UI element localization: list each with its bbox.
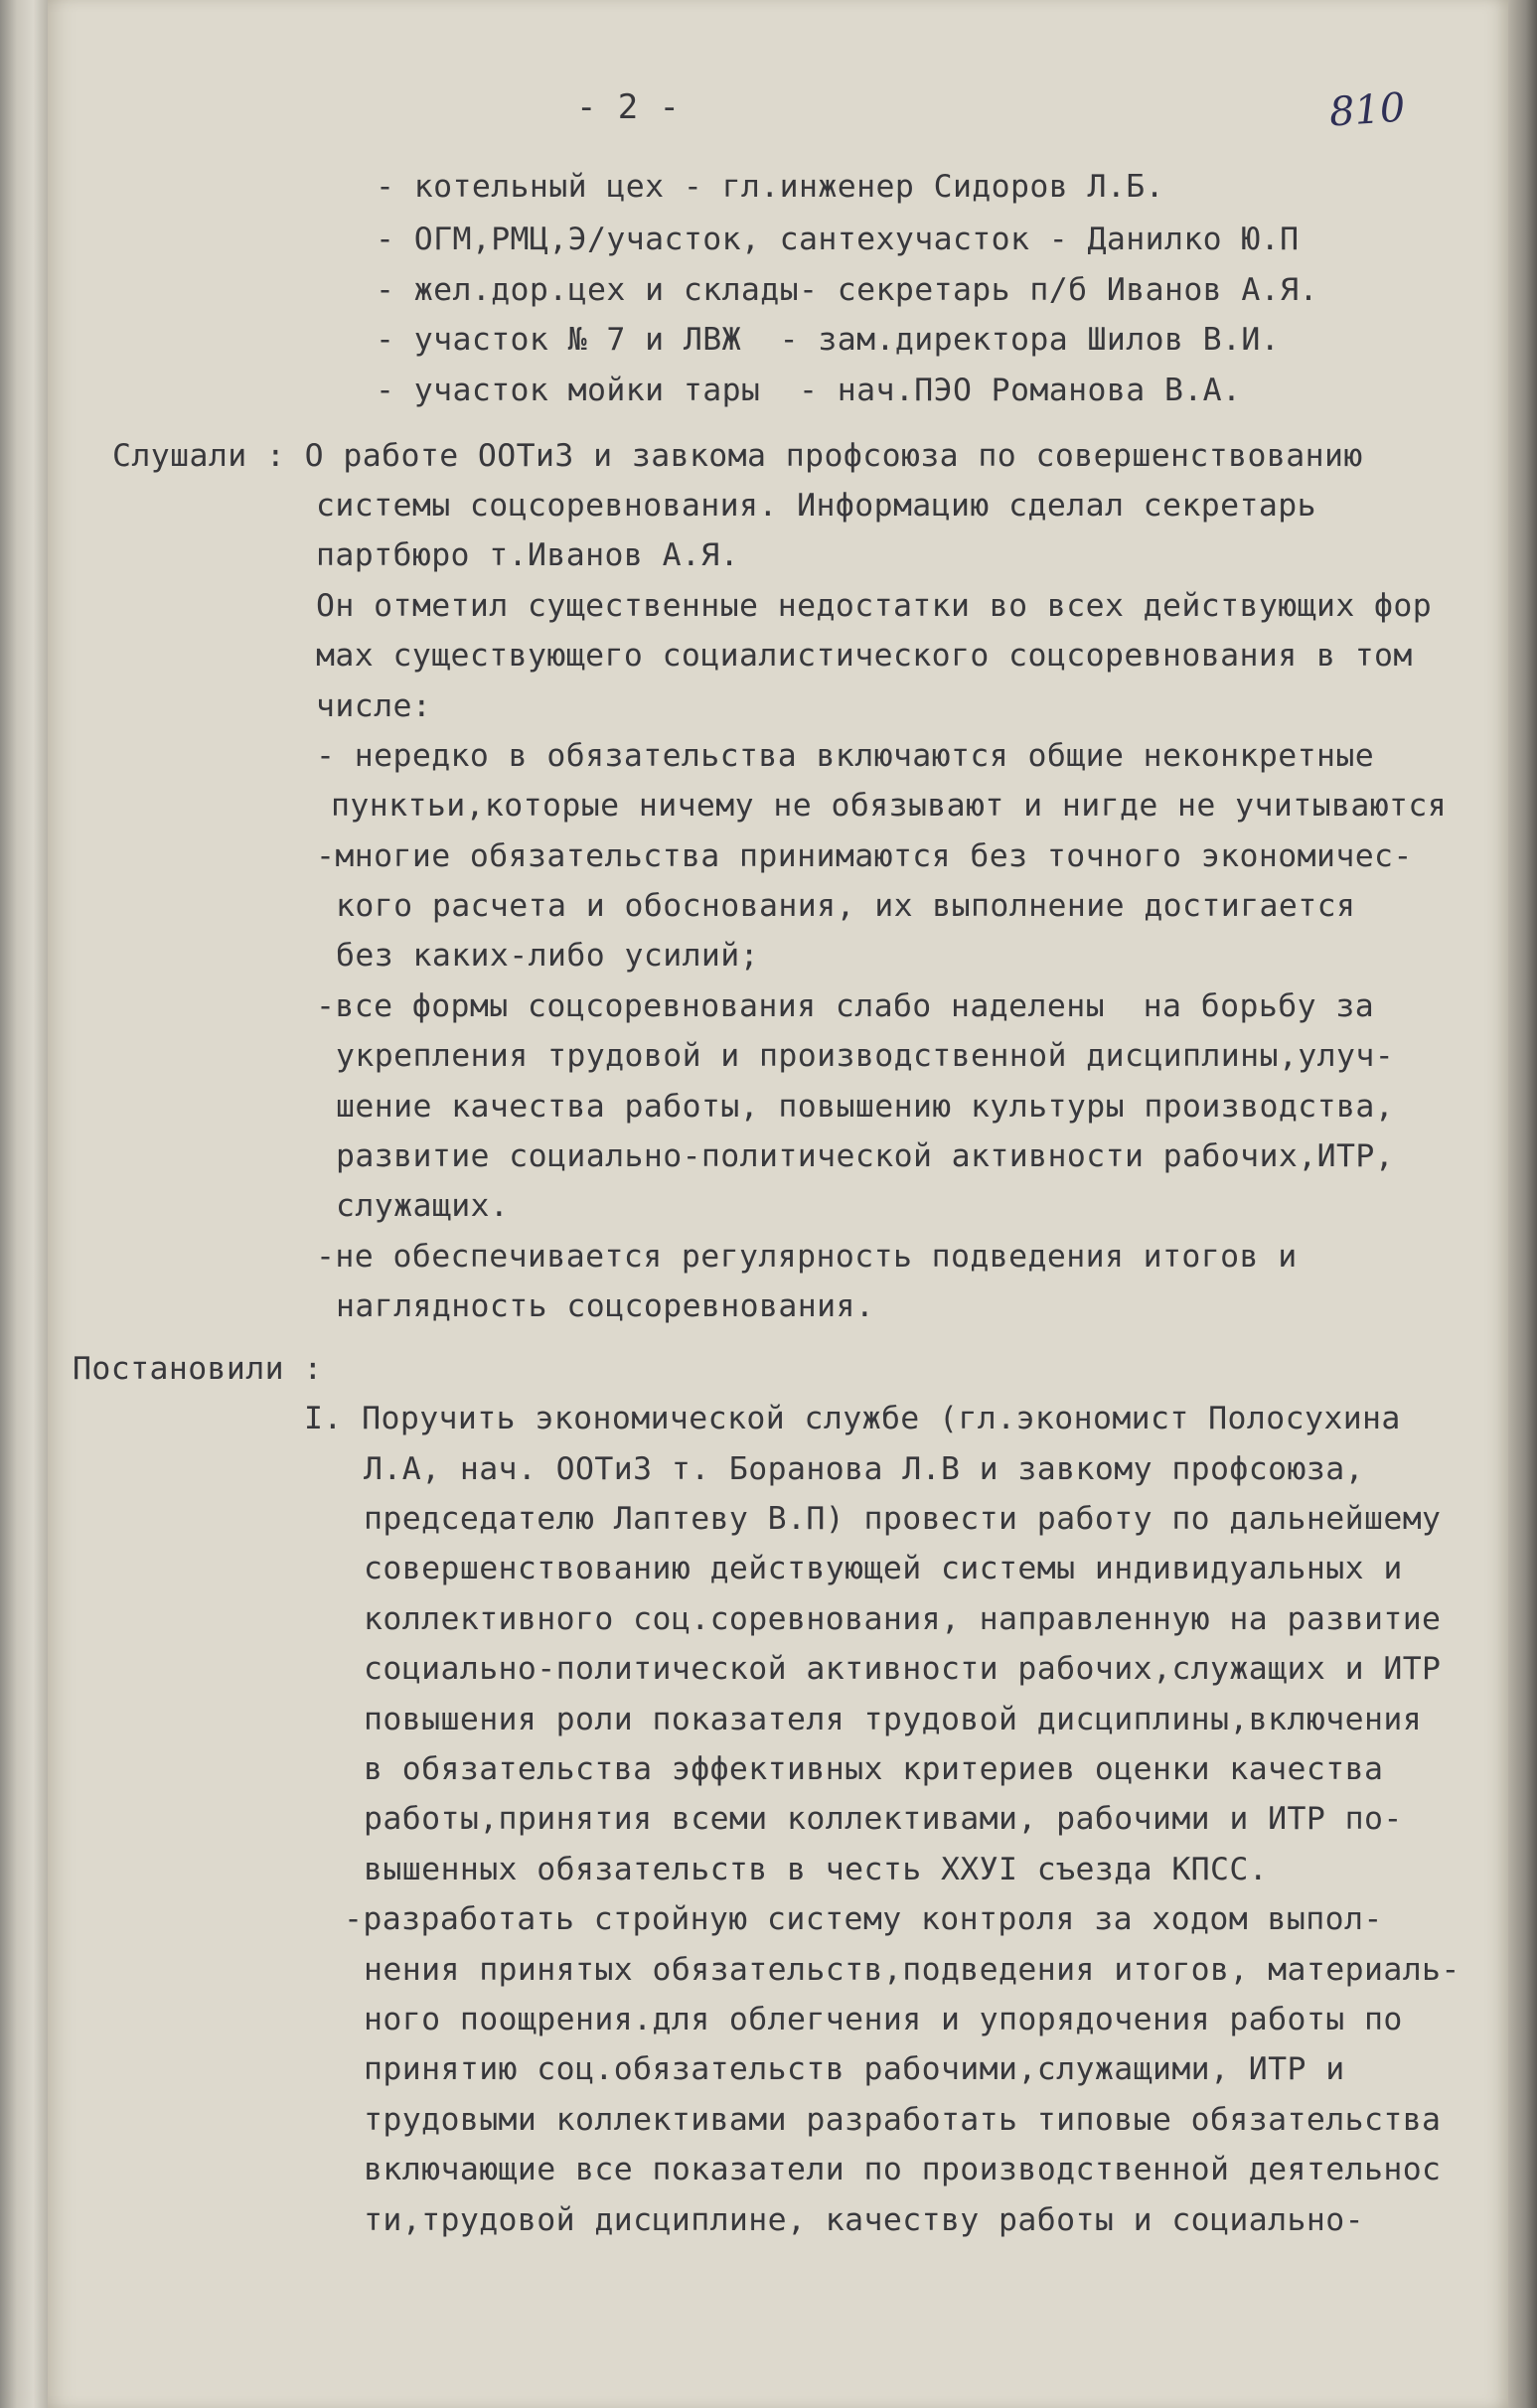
text-line: укрепления трудовой и производственной дисциплины,улуч-	[336, 1038, 1395, 1074]
text-line: работы,принятия всеми коллективами, рабочими и ИТР по-	[364, 1801, 1403, 1837]
text-line: вышенных обязательств в честь ХХУI съезда КПСС.	[364, 1852, 1269, 1887]
text-line: трудовыми коллективами разработать типовые обязательства	[364, 2102, 1442, 2138]
text-line: - ОГМ,РМЦ,Э/участок, сантехучасток - Данилко Ю.П	[376, 222, 1300, 257]
text-line: -все формы соцсоревнования слабо наделены на борьбу за	[316, 988, 1375, 1024]
text-line: развитие социально-политической активности рабочих,ИТР,	[336, 1138, 1395, 1174]
text-line: -не обеспечивается регулярность подведения итогов и	[316, 1239, 1298, 1275]
text-line: мах существующего социалистического соцсоревнования в том	[316, 638, 1413, 674]
text-line: ти,трудовой дисциплине, качеству работы и социально-	[364, 2202, 1364, 2238]
text-line: повышения роли показателя трудовой дисциплины,включения	[364, 1702, 1423, 1737]
handwritten-folio-number: 810	[1327, 84, 1407, 136]
text-line: ного поощрения.для облегчения и упорядочения работы по	[364, 2002, 1403, 2037]
section-heading-postanovili: Постановили :	[73, 1351, 323, 1387]
text-line: - жел.дор.цех и склады- секретарь п/б Иванов А.Я.	[376, 272, 1318, 308]
reverse-side-bleed-through	[256, 144, 1498, 2032]
page-right-edge	[1508, 0, 1537, 2408]
text-line: без каких-либо усилий;	[336, 938, 760, 974]
text-line: принятию соц.обязательств рабочими,служащими, ИТР и	[364, 2051, 1345, 2087]
text-line: включающие все показатели по производственной деятельнос	[364, 2152, 1442, 2187]
text-line: партбюро т.Иванов А.Я.	[316, 537, 740, 573]
adjacent-page-bleed	[0, 328, 48, 1421]
text-line: -многие обязательства принимаются без точного экономичес-	[316, 838, 1413, 874]
text-line: - участок № 7 и ЛВЖ - зам.директора Шилов В.И.	[376, 322, 1281, 358]
text-line: - нередко в обязательства включаются общие неконкретные	[316, 738, 1375, 774]
text-line: -разработать стройную систему контроля за ходом выпол-	[344, 1901, 1383, 1937]
text-line: совершенствованию действующей системы индивидуальных и	[364, 1551, 1403, 1586]
text-line: наглядность соцсоревнования.	[336, 1288, 875, 1324]
adjacent-page-edge	[0, 0, 48, 2408]
section-heading-slushali: Слушали : О работе ООТиЗ и завкома профсоюза по совершенствованию	[112, 438, 1363, 474]
page-number: - 2 -	[576, 87, 681, 127]
text-line: числе:	[316, 688, 432, 724]
text-line: в обязательства эффективных критериев оценки качества	[364, 1751, 1384, 1787]
text-line: системы соцсоревнования. Информацию сделал секретарь	[316, 488, 1316, 524]
text-line: социально-политической активности рабочих,служащих и ИТР	[364, 1651, 1442, 1687]
text-line: I. Поручить экономической службе (гл.экономист Полосухина	[304, 1401, 1401, 1436]
text-line: - котельный цех - гл.инженер Сидоров Л.Б.	[376, 169, 1164, 205]
document-page	[48, 0, 1508, 2408]
text-line: председателю Лаптеву В.П) провести работу по дальнейшему	[364, 1501, 1442, 1537]
text-line: кого расчета и обоснования, их выполнение достигается	[336, 888, 1356, 924]
text-line: Он отметил существенные недостатки во всех действующих фор	[316, 588, 1433, 624]
text-line: служащих.	[336, 1188, 510, 1224]
text-line: коллективного соц.соревнования, направленную на развитие	[364, 1601, 1442, 1637]
text-line: шение качества работы, повышению культуры производства,	[336, 1089, 1395, 1125]
text-line: Л.А, нач. ООТиЗ т. Боранова Л.В и завкому профсоюза,	[364, 1451, 1364, 1487]
text-line: пунктьи,которые ничему не обязывают и нигде не учитываются	[331, 788, 1448, 824]
text-line: нения принятых обязательств,подведения итогов, материаль-	[364, 1952, 1460, 1988]
text-line: - участок мойки тары - нач.ПЭО Романова В.А.	[376, 373, 1242, 408]
